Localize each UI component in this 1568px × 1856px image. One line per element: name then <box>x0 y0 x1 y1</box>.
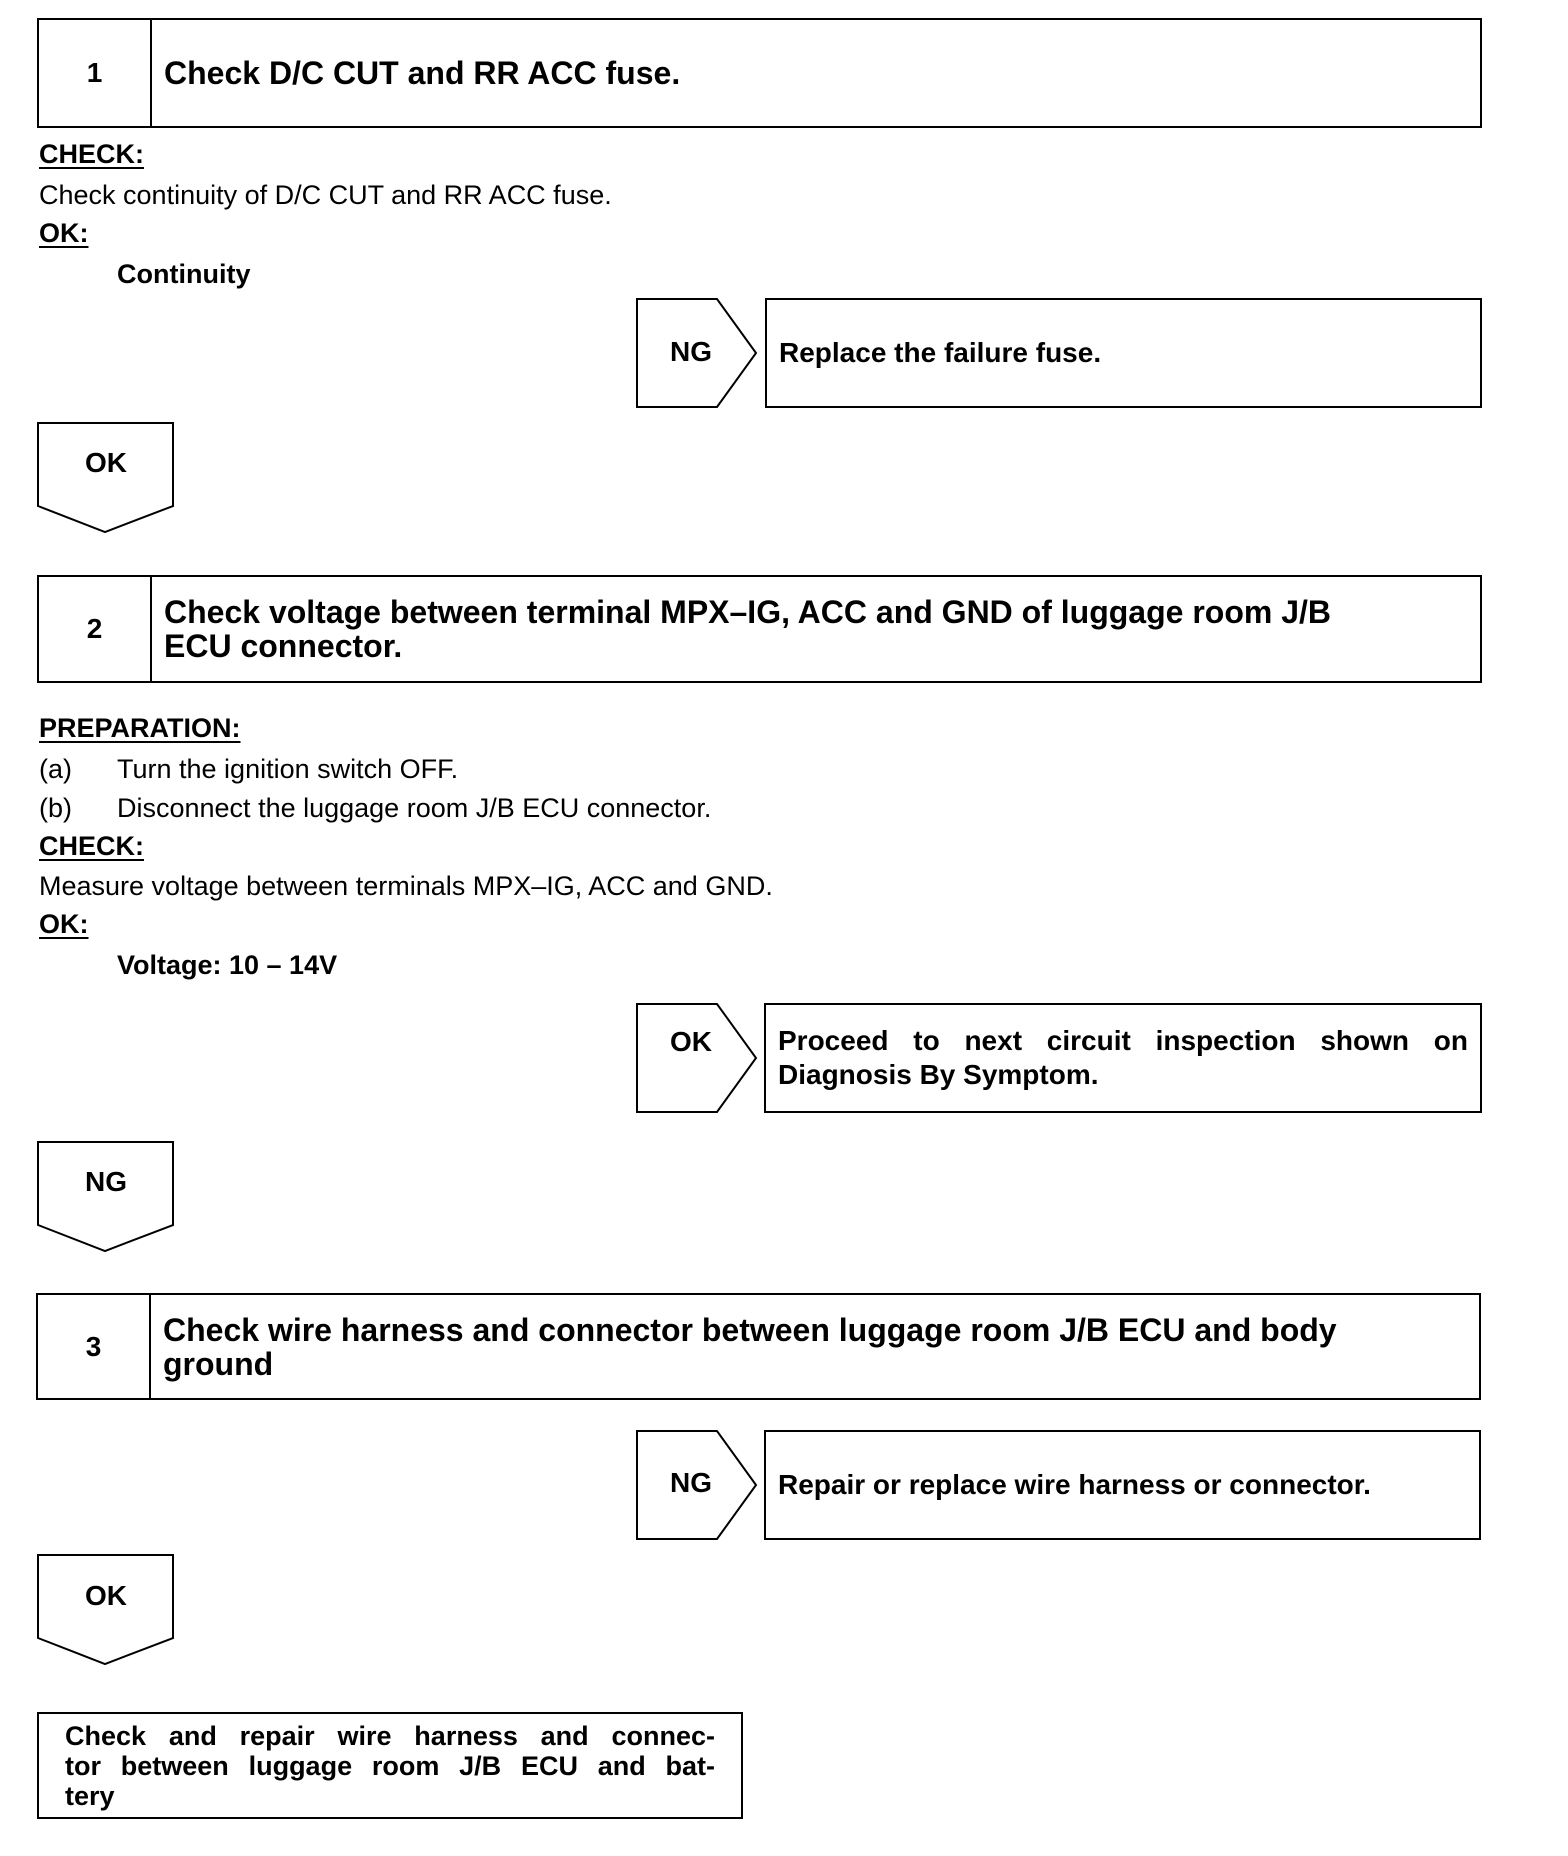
step-2-title <box>152 577 1480 681</box>
step-3-down-label: OK <box>85 1580 127 1611</box>
final-action-line-2: tor between luggage room J/B ECU and bat- <box>65 1750 715 1781</box>
step-1-box <box>37 18 1482 128</box>
step-1-branch-label: NG <box>670 336 712 367</box>
step-2-title-line-1: Check voltage between terminal MPX–IG, ACC and GND of luggage room J/B <box>164 594 1332 630</box>
step-3-title <box>151 1295 1479 1398</box>
step-1-title: Check D/C CUT and RR ACC fuse. <box>164 55 681 91</box>
step-2-check-text: Measure voltage between terminals MPX–IG, ACC and GND. <box>39 871 773 901</box>
final-action-box <box>37 1712 743 1819</box>
step-2-ok-value: Voltage: 10 – 14V <box>117 950 338 980</box>
step-2-branch-result-line-1: Proceed to next circuit inspection shown on <box>778 1025 1468 1056</box>
step-2-preparation-label: PREPARATION: <box>39 713 241 743</box>
step-1-down-label: OK <box>85 447 127 478</box>
step-1-number: 1 <box>39 20 152 126</box>
step-2-branch-label: OK <box>670 1026 712 1057</box>
step-2-check-label: CHECK: <box>39 831 144 861</box>
step-3-title-line-1: Check wire harness and connector between luggage room J/B ECU and body <box>163 1311 1337 1348</box>
step-1-check-text: Check continuity of D/C CUT and RR ACC fuse. <box>39 180 612 210</box>
step-1-branch-result: Replace the failure fuse. <box>765 298 1482 408</box>
step-3-number: 3 <box>38 1295 151 1398</box>
step-2-branch-result <box>764 1003 1482 1113</box>
step-3-title-line-2: ground <box>163 1345 274 1382</box>
step-3-branch-result: Repair or replace wire harness or connector. <box>764 1430 1481 1540</box>
step-2-branch-result-line-2: Diagnosis By Symptom. <box>778 1059 1099 1090</box>
step-2-branch-arrow <box>636 1003 758 1113</box>
step-3-box <box>36 1293 1481 1400</box>
step-2-prep-item-b-text: Disconnect the luggage room J/B ECU connector. <box>117 793 712 823</box>
step-2-prep-item-b-marker: (b) <box>39 793 72 823</box>
final-action-line-1: Check and repair wire harness and connec- <box>65 1720 715 1751</box>
final-action-line-3: tery <box>65 1780 115 1811</box>
step-2-ok-label: OK: <box>39 909 89 939</box>
step-2-box <box>37 575 1482 683</box>
step-1-check-label: CHECK: <box>39 139 144 169</box>
step-2-number: 2 <box>39 577 152 681</box>
step-1-ok-value: Continuity <box>117 259 251 289</box>
step-2-down-label: NG <box>85 1166 127 1197</box>
step-3-branch-label: NG <box>670 1467 712 1498</box>
step-2-title-line-2: ECU connector. <box>164 628 403 664</box>
step-2-prep-item-a-text: Turn the ignition switch OFF. <box>117 754 459 784</box>
step-2-prep-item-a-marker: (a) <box>39 754 72 784</box>
step-1-ok-label: OK: <box>39 218 89 248</box>
